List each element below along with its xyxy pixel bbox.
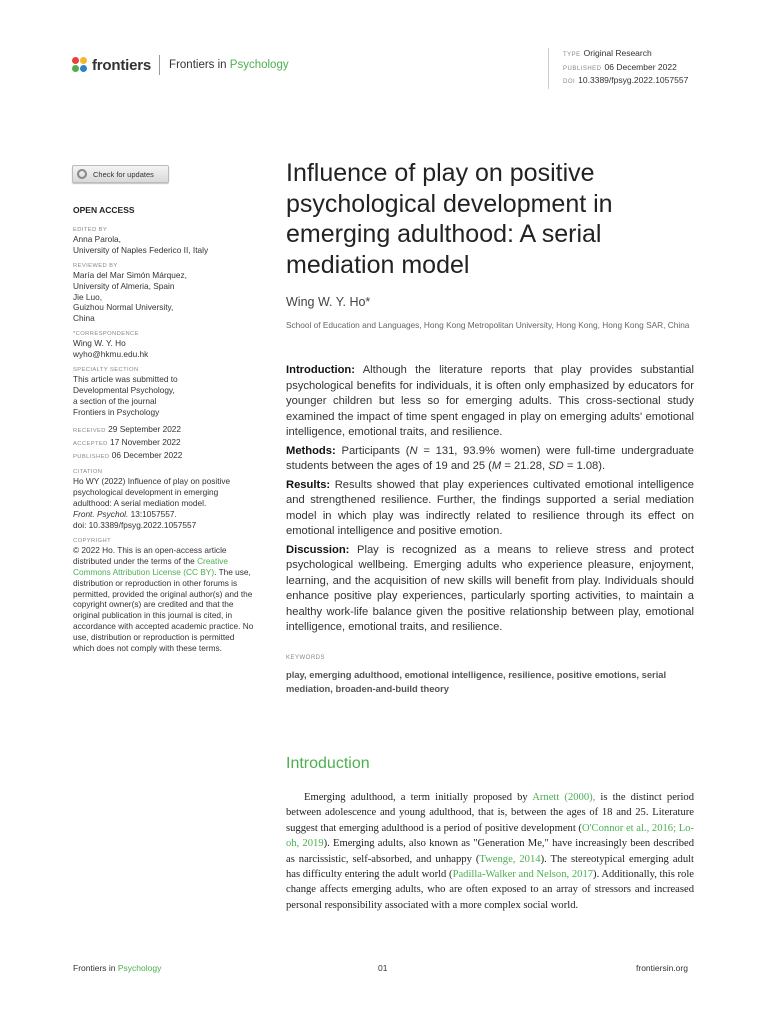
dates: RECEIVED 29 September 2022 ACCEPTED 17 November 2022 PUBLISHED 06 December 2022 xyxy=(73,423,183,460)
meta-published: PUBLISHED 06 December 2022 xyxy=(563,61,677,72)
abstract xyxy=(286,363,694,639)
specialty-section: SPECIALTY SECTION This article was submitted to Developmental Psychology, a section of the journal Frontiers in Psychology xyxy=(73,367,178,417)
brand-name: frontiers xyxy=(92,56,152,74)
reviewed-by: REVIEWED BY María del Mar Simón Márquez, University of Almeria, Spain Jie Luo, Guizhou Normal University, China xyxy=(73,262,187,324)
abstract-introduction: Introduction: Although the literature reports that play provides substantial psychological benefits for individuals, it is often only emphasized by educators for younger children but less so for emerging adults. This cross-sectional study examined the impact of time spent engaged in play on emerging adults' emotional intelligence, emotional traits, and resilience. xyxy=(286,364,694,438)
correspondence: *CORRESPONDENCE Wing W. Y. Ho wyho@hkmu.edu.hk xyxy=(73,330,255,360)
correspondence-email[interactable]: wyho@hkmu.edu.hk xyxy=(73,349,149,360)
abstract-results: Results: Results showed that play experiences cultivated emotional intelligence and strengthened resilience. Further, the findings supported a serial mediation model in which play was indirectly related to resilience through its effect on emotional intelligence and positive emotion. xyxy=(286,478,694,537)
article-author[interactable]: Wing W. Y. Ho* xyxy=(286,295,371,309)
cc-by-license-link[interactable]: Creative Commons Attribution License (CC BY) xyxy=(73,555,228,577)
article-meta xyxy=(548,48,688,89)
sidebar xyxy=(73,205,255,660)
edited-by: EDITED BY Anna Parola, University of Naples Federico II, Italy xyxy=(73,226,209,255)
abstract-discussion: Discussion: Play is recognized as a means to relieve stress and protect psychological wellbeing. Emerging adults who experience pleasure, enjoyment, learning, and the acquisition of new skills will benefit from play. Individuals should enhance positive play experiences, particularly sporting activities, to maintain a healthy work-life balance given the positive relationship between play, emotional intelligence, emotional traits, and resilience. xyxy=(286,543,694,633)
page-number: 01 xyxy=(378,963,388,973)
citation-link-padilla-walker[interactable]: Padilla-Walker and Nelson, 2017 xyxy=(452,869,594,881)
frontiers-logo[interactable] xyxy=(72,55,289,75)
open-access-label: OPEN ACCESS xyxy=(73,205,135,215)
introduction-heading: Introduction xyxy=(286,755,370,772)
frontiers-logo-icon xyxy=(72,57,88,73)
keywords-label: KEYWORDS xyxy=(286,655,326,661)
keywords: play, emerging adulthood, emotional intelligence, resilience, positive emotions, serial mediation, broaden-and-build theory xyxy=(286,669,667,694)
citation-doi[interactable]: doi: 10.3389/fpsyg.2022.1057557 xyxy=(73,520,197,531)
citation: CITATION Ho WY (2022) Influence of play on positive psychological development in emerging adulthood: A serial mediation model. Front. Psychol. 13:1057557. doi: 10.3389/fpsyg.2022.1057557 xyxy=(73,468,255,531)
meta-type: TYPE Original Research xyxy=(563,48,652,58)
journal-name[interactable]: Frontiers in Psychology xyxy=(169,59,289,71)
meta-doi[interactable]: DOI 10.3389/fpsyg.2022.1057557 xyxy=(563,75,689,85)
citation-link-arnett[interactable]: Arnett (2000), xyxy=(532,792,596,803)
footer-journal[interactable]: Frontiers in Psychology xyxy=(73,963,162,973)
refresh-icon xyxy=(77,169,87,179)
copyright: COPYRIGHT © 2022 Ho. This is an open-access article distributed under the terms of the Creative Commons Attribution License (CC BY). The use, distribution or reproduction in other forums is permitted, provided the original author(s) and the copyright owner(s) are credited and that the original publication in this journal is cited, in accordance with accepted academic practice. No use, distribution or reproduction is permitted which does not comply with these terms. xyxy=(73,537,254,654)
citation-link-oconnor[interactable]: O'Connor et al., 2016; Lo-oh, 2019 xyxy=(286,822,694,850)
introduction-paragraph: Emerging adulthood, a term initially proposed by Arnett (2000), is the distinct period between adolescence and young adulthood, that is, between the ages of 18 and 25. Literature suggest that emerging adulthood is a period of positive development (O'Connor et al., 2016; Lo-oh, 2019). Emerging adults, also known as "Generation Me," have increasingly been described as narcissistic, self-absorbed, and unhappy (Twenge, 2014). The stereotypical emerging adult has difficulty entering the adult world (Padilla-Walker and Nelson, 2017). Additionally, this role change affects emerging adults, who are often exposed to an array of stressors and increased personal responsibility associated with a more complex social world. xyxy=(286,792,695,911)
author-affiliation: School of Education and Languages, Hong Kong Metropolitan University, Hong Kong, Hong Kong SAR, China xyxy=(286,320,690,330)
check-for-updates-button[interactable] xyxy=(72,165,169,183)
check-for-updates-label: Check for updates xyxy=(93,169,154,179)
logo-divider xyxy=(159,55,160,75)
article-title: Influence of play on positive psychological development in emerging adulthood: A serial mediation model xyxy=(286,159,613,279)
citation-link-twenge[interactable]: Twenge, 2014 xyxy=(479,853,541,865)
footer-site-link[interactable]: frontiersin.org xyxy=(636,963,688,973)
abstract-methods: Methods: Participants (N = 131, 93.9% women) were full-time undergraduate students between the ages of 19 and 25 (M = 21.28, SD = 1.08). xyxy=(286,444,694,472)
